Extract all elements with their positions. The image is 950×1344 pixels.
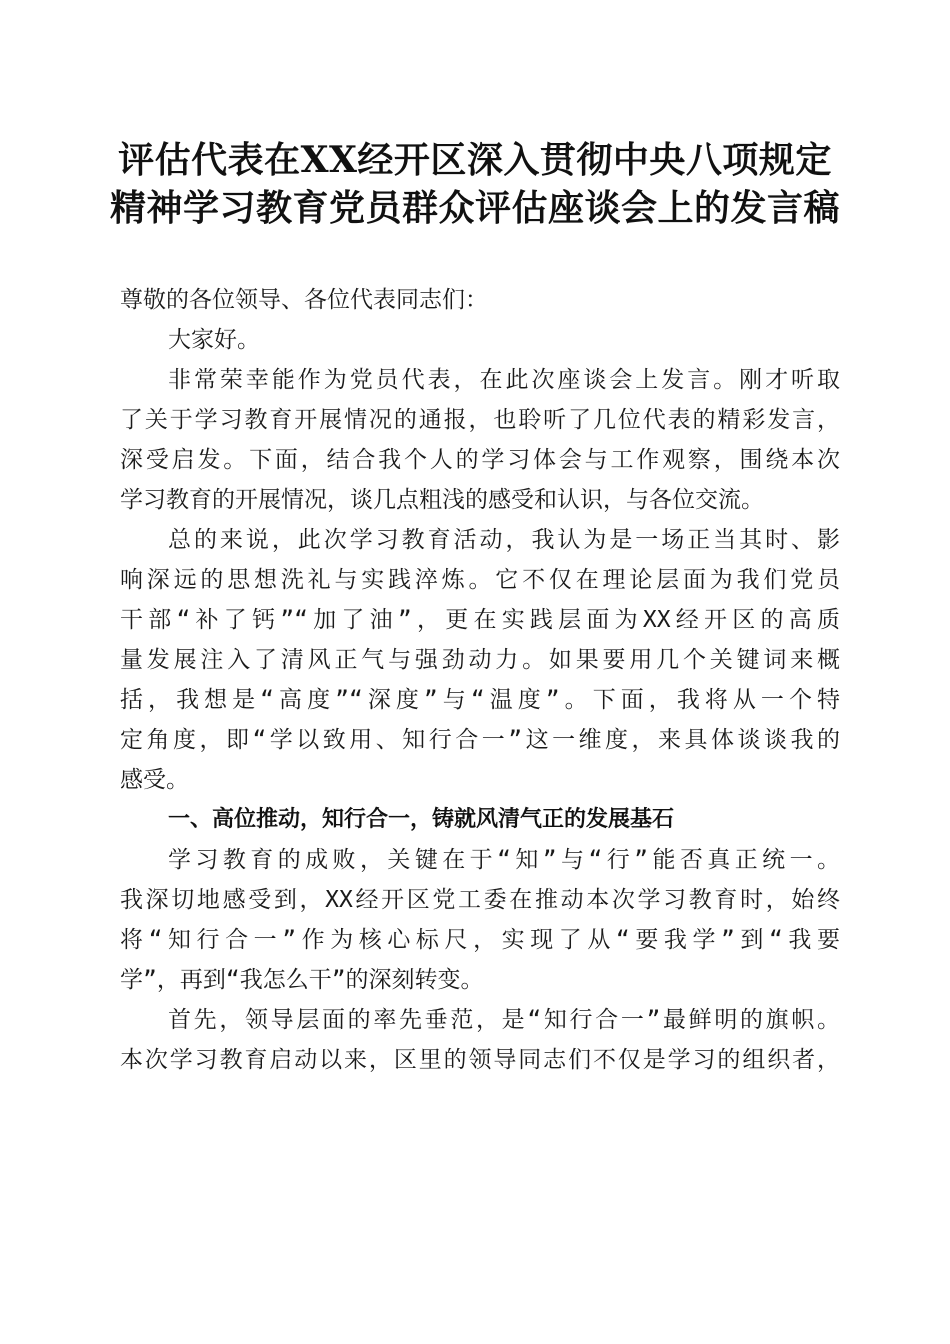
greeting: 大家好。 — [168, 327, 260, 353]
paragraph-line: 我深切地感受到，XX经开区党工委在推动本次学习教育时，始终 — [120, 887, 840, 913]
paragraph-line: 括，我想是“高度”“深度”与“温度”。下面，我将从一个特 — [120, 687, 840, 713]
title-line-1: 评估代表在XX经开区深入贯彻中央八项规定 — [118, 139, 832, 181]
document-title — [100, 136, 850, 232]
paragraph-line: 量发展注入了清风正气与强劲动力。如果要用几个关键词来概 — [120, 647, 840, 673]
paragraph-line: 总的来说，此次学习教育活动，我认为是一场正当其时、影 — [168, 527, 840, 553]
section-heading: 一、高位推动，知行合一，铸就风清气正的发展基石 — [168, 807, 675, 832]
paragraph-line: 深受启发。下面，结合我个人的学习体会与工作观察，围绕本次 — [120, 447, 840, 473]
paragraph-line: 将“知行合一”作为核心标尺，实现了从“要我学”到“我要 — [120, 927, 840, 953]
paragraph-line: 非常荣幸能作为党员代表，在此次座谈会上发言。刚才听取 — [168, 367, 840, 393]
paragraph-line: 学”，再到“我怎么干”的深刻转变。 — [120, 967, 484, 993]
title-line-2: 精神学习教育党员群众评估座谈会上的发言稿 — [109, 187, 840, 229]
paragraph-line: 首先，领导层面的率先垂范，是“知行合一”最鲜明的旗帜。 — [168, 1007, 840, 1033]
paragraph-line: 干部“补了钙”“加了油”，更在实践层面为XX经开区的高质 — [120, 607, 840, 633]
paragraph-line: 定角度，即“学以致用、知行合一”这一维度，来具体谈谈我的 — [120, 727, 840, 753]
salutation: 尊敬的各位领导、各位代表同志们： — [120, 287, 488, 313]
paragraph-line: 了关于学习教育开展情况的通报，也聆听了几位代表的精彩发言， — [120, 407, 840, 433]
paragraph-line: 响深远的思想洗礼与实践淬炼。它不仅在理论层面为我们党员 — [120, 567, 840, 593]
paragraph-line: 学习教育的成败，关键在于“知”与“行”能否真正统一。 — [168, 847, 840, 873]
document-body — [120, 280, 840, 1080]
paragraph-line: 学习教育的开展情况，谈几点粗浅的感受和认识，与各位交流。 — [120, 487, 764, 513]
paragraph-line: 感受。 — [120, 767, 189, 793]
paragraph-line: 本次学习教育启动以来，区里的领导同志们不仅是学习的组织者， — [120, 1047, 840, 1073]
